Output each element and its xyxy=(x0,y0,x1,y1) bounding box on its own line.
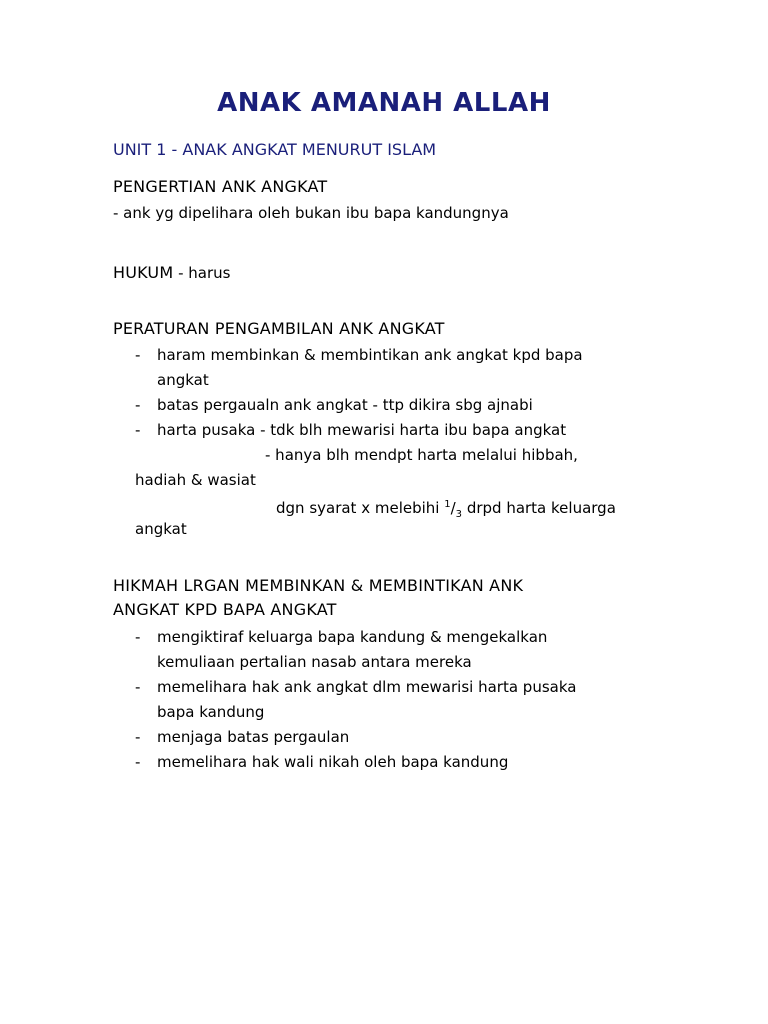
fraction-denominator: 3 xyxy=(455,509,463,520)
list-item: - menjaga batas pergaulan xyxy=(113,725,673,750)
hukum-text: - harus xyxy=(173,264,231,282)
bullet-dash: - xyxy=(135,728,141,746)
list-item: - memelihara hak wali nikah oleh bapa kandung xyxy=(113,750,673,775)
document-title: ANAK AMANAH ALLAH xyxy=(217,88,551,118)
bullet-dash: - xyxy=(135,628,141,646)
bullet-dash: - xyxy=(135,421,141,439)
fraction-numerator: 1 xyxy=(444,499,451,510)
peraturan-cont-4: angkat xyxy=(135,520,187,538)
bullet-dash: - xyxy=(135,753,141,771)
bullet-dash: - xyxy=(135,678,141,696)
peraturan-heading: PERATURAN PENGAMBILAN ANK ANGKAT xyxy=(113,319,445,338)
hukum-line xyxy=(113,260,230,286)
list-item-continuation: kemuliaan pertalian nasab antara mereka xyxy=(157,653,472,671)
peraturan-list xyxy=(113,343,673,443)
peraturan-cont-2: hadiah & wasiat xyxy=(135,471,256,489)
unit-heading: UNIT 1 - ANAK ANGKAT MENURUT ISLAM xyxy=(113,140,437,159)
pengertian-heading: PENGERTIAN ANK ANGKAT xyxy=(113,177,328,196)
list-item: - haram membinkan & membintikan ank angkat kpd bapa xyxy=(113,343,673,368)
hikmah-heading-line-1: HIKMAH LRGAN MEMBINKAN & MEMBINTIKAN ANK xyxy=(113,576,524,595)
list-item-continuation: angkat xyxy=(157,371,209,389)
list-item-continuation: bapa kandung xyxy=(157,703,265,721)
hikmah-heading-line-2: ANGKAT KPD BAPA ANGKAT xyxy=(113,600,337,619)
bullet-dash: - xyxy=(135,346,141,364)
list-item: - mengiktiraf keluarga bapa kandung & mengekalkan xyxy=(113,625,673,650)
hikmah-list xyxy=(113,625,673,775)
list-item: - batas pergaualn ank angkat - ttp dikira sbg ajnabi xyxy=(113,393,673,418)
peraturan-cont-1: - hanya blh mendpt harta melalui hibbah, xyxy=(265,446,578,464)
hukum-label: HUKUM xyxy=(113,263,174,282)
bullet-dash: - xyxy=(135,396,141,414)
list-item: - memelihara hak ank angkat dlm mewarisi harta pusaka xyxy=(113,675,673,700)
peraturan-cont-3: dgn syarat x melebihi $^1/_3$ drpd harta keluarga xyxy=(276,499,616,520)
list-item: - harta pusaka - tdk blh mewarisi harta ibu bapa angkat xyxy=(113,418,673,443)
pengertian-text: - ank yg dipelihara oleh bukan ibu bapa kandungnya xyxy=(113,204,509,222)
